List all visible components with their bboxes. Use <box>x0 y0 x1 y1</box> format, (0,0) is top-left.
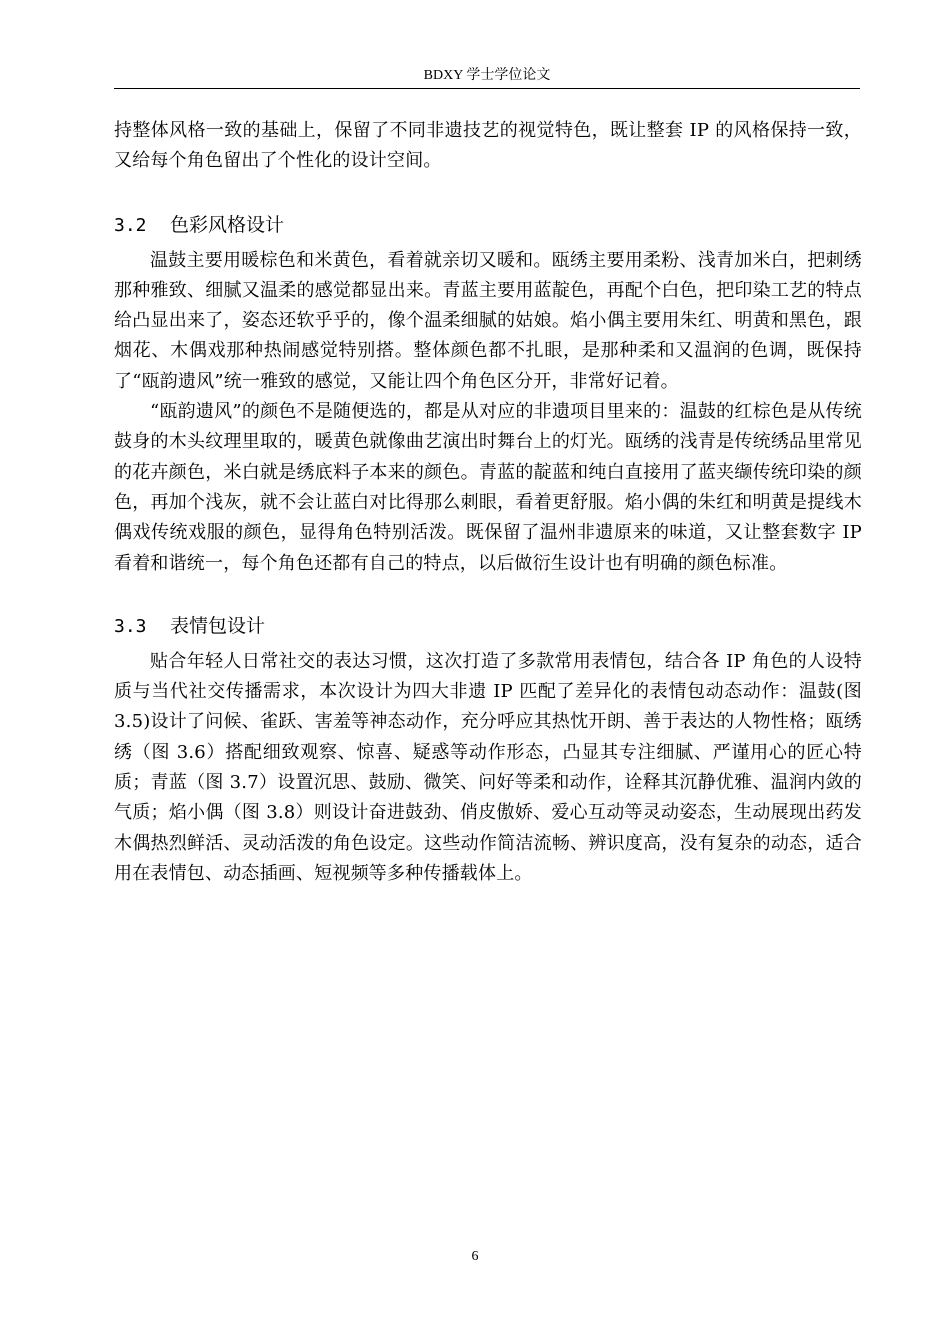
body-paragraph: 贴合年轻人日常社交的表达习惯，这次打造了多款常用表情包，结合各 IP 角色的人设特质与当代社交传播需求，本次设计为四大非遗 IP 匹配了差异化的表情包动态动作：温鼓(图 3.5)设计了问候、雀跃、害羞等神态动作，充分呼应其热忱开朗、善于表达的人物性格；瓯绣绣（图 3.6）搭配细致观察、惊喜、疑惑等动作形态，凸显其专注细腻、严谨用心的匠心特质；青蓝（图 3.7）设置沉思、鼓励、微笑、问好等柔和动作，诠释其沉静优雅、温润内敛的气质；焰小偶（图 3.8）则设计奋进鼓劲、俏皮傲娇、爱心互动等灵动姿态，生动展现出药发木偶热烈鲜活、灵动活泼的角色设定。这些动作简洁流畅、辨识度高，没有复杂的动态，适合用在表情包、动态插画、短视频等多种传播载体上。 <box>114 650 862 884</box>
running-header <box>114 65 860 87</box>
body-paragraph: 温鼓主要用暖棕色和米黄色，看着就亲切又暖和。瓯绣主要用柔粉、浅青加米白，把刺绣那种雅致、细腻又温柔的感觉都显出来。青蓝主要用蓝靛色，再配个白色，把印染工艺的特点给凸显出来了，姿态还软乎乎的，像个温柔细腻的姑娘。焰小偶主要用朱红、明黄和黑色，跟烟花、木偶戏那种热闹感觉特别搭。整体颜色都不扎眼，是那种柔和又温润的色调，既保持了“瓯韵遗风”统一雅致的感觉，又能让四个角色区分开，非常好记着。 <box>114 249 862 392</box>
section-number: 3.3 <box>114 615 147 637</box>
section-title: 表情包设计 <box>170 614 266 637</box>
section-heading-3-2 <box>114 210 862 241</box>
header-divider <box>114 88 860 89</box>
page-number: 6 <box>471 1249 479 1264</box>
body-paragraph: “瓯韵遗风”的颜色不是随便选的，都是从对应的非遗项目里来的：温鼓的红棕色是从传统鼓身的木头纹理里取的，暖黄色就像曲艺演出时舞台上的灯光。瓯绣的浅青是传统绣品里常见的花卉颜色，米白就是绣底料子本来的颜色。青蓝的靛蓝和纯白直接用了蓝夹缬传统印染的颜色，再加个浅灰，就不会让蓝白对比得那么刺眼，看着更舒服。焰小偶的朱红和明黄是提线木偶戏传统戏服的颜色，显得角色特别活泼。既保留了温州非遗原来的味道，又让整套数字 IP 看着和谐统一，每个角色还都有自己的特点，以后做衍生设计也有明确的颜色标准。 <box>114 401 862 574</box>
header-title: BDXY 学士学位论文 <box>423 68 551 83</box>
page-body <box>114 116 862 889</box>
section-heading-3-3 <box>114 611 862 642</box>
continuation-paragraph: 持整体风格一致的基础上，保留了不同非遗技艺的视觉特色，既让整套 IP 的风格保持一致，又给每个角色留出了个性化的设计空间。 <box>114 120 862 172</box>
section-number: 3.2 <box>114 214 147 236</box>
section-title: 色彩风格设计 <box>170 213 285 236</box>
